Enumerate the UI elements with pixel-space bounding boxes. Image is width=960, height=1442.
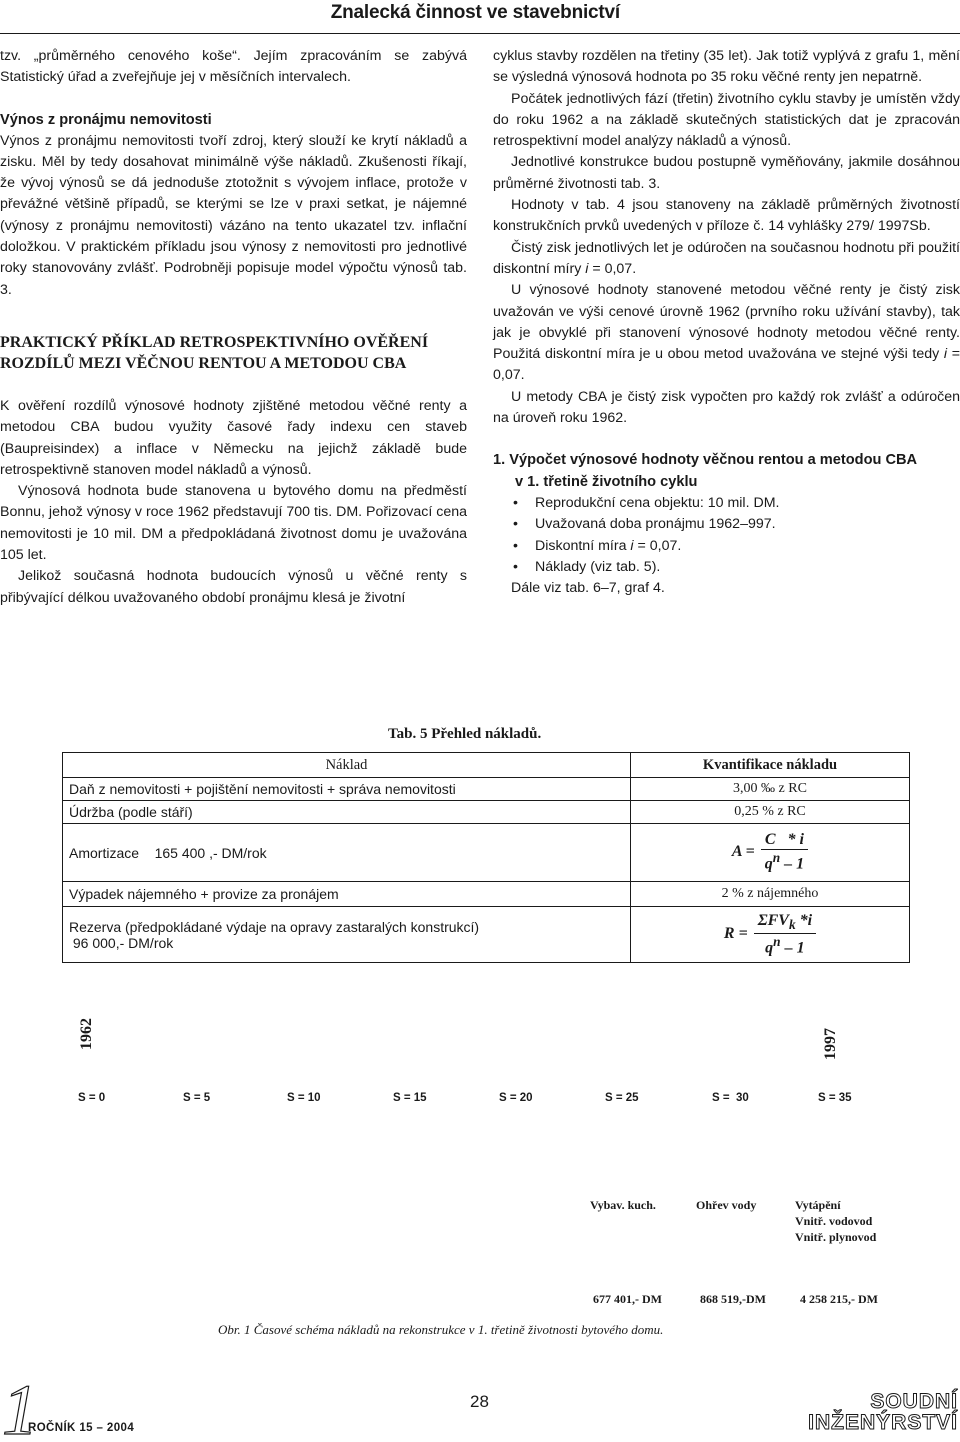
table-row: [63, 907, 910, 963]
paragraph: Dále viz tab. 6–7, graf 4.: [511, 580, 665, 597]
table-cell: 0,25 % z RC: [631, 801, 910, 824]
timeline-figure: [62, 1010, 910, 1320]
table-row: [63, 824, 910, 882]
header-bar: [0, 0, 960, 34]
step-label: S = 30: [712, 1092, 749, 1104]
subsection-heading: 1. Výpočet výnosové hodnoty věčnou rentou a metodou CBA v 1. třetině životního cyklu: [493, 452, 918, 490]
page-number: 28: [470, 1392, 489, 1411]
table-cell: 3,00 ‰ z RC: [631, 778, 910, 801]
step-label: S = 5: [183, 1092, 211, 1104]
table-caption: Tab. 5 Přehled nákladů.: [388, 726, 542, 742]
paragraph: U výnosové hodnoty stanovené metodou věčné renty je čistý zisk uvažován ve výši cenové úrovně 1962 (prvního roku užívání stavby), tak jak je obvyklé při stanovení výnosové hodnoty metodou věčné renty. Použitá diskontní míra je u obou metod uvažována ve stejné výši tedy i = 0,07.: [493, 282, 960, 384]
column-header: Kvantifikace nákladu: [631, 753, 910, 778]
bullet-list: [493, 493, 960, 578]
renovation-item: Vnitř. plynovod: [795, 1230, 877, 1244]
paragraph: Výnos z pronájmu nemovitosti tvoří zdroj, který slouží ke krytí nákladů a zisku. Měl by tedy dosahovat minimálně výše nákladů. Zkušenosti říkají, že vývoj výnosů se dá jednoduše ztotožnit s vývojem inflace, protože v převážné většině případů, se kterými se lze v praxi setkat, je nájemné (výnosy z pronájmu nemovitosti) vázáno na tento ukazatel tzv. inflační doložkou. V praktickém příkladu jsou výnosy z nemovitosti pro jednotlivé roky stanovovány zvlášť. Podrobněji popisuje model výpočtu výnosů tab. 3.: [0, 132, 467, 298]
amortization-formula: A = $\frac{C * i}{q^n - 1}$: [732, 831, 808, 873]
renovation-item: Vybav. kuch.: [590, 1198, 656, 1212]
renovation-item: Vnitř. vodovod: [795, 1214, 873, 1228]
paragraph: Jednotlivé konstrukce budou postupně vyměňovány, jakmile dosáhnou průměrné životnosti tab. 3.: [493, 154, 960, 192]
volume-label: ROČNÍK 15 – 2004: [28, 1422, 135, 1434]
step-label: S = 0: [78, 1092, 106, 1104]
paragraph: Hodnoty v tab. 4 jsou stanoveny na základě průměrných životností konstrukčních prvků uvedených v příloze č. 14 vyhlášky 279/ 1997Sb.: [493, 197, 960, 235]
table-cell: 2 % z nájemného: [631, 882, 910, 907]
renovation-cost: 4 258 215,- DM: [800, 1292, 878, 1306]
chapter-heading: PRAKTICKÝ PŘÍKLAD RETROSPEKTIVNÍHO OVĚŘENÍ ROZDÍLŮ MEZI VĚČNOU RENTOU A METODOU CBA: [0, 333, 429, 373]
step-label: S = 10: [287, 1092, 321, 1104]
renovation-cost: 868 519,-DM: [700, 1292, 766, 1306]
step-label: S = 15: [393, 1092, 427, 1104]
left-column: [0, 46, 467, 609]
list-item: • Uvažovaná doba pronájmu 1962–997.: [511, 514, 960, 535]
journal-logo-number: 1: [2, 1370, 38, 1442]
table-cell: Daň z nemovitosti + pojištění nemovitosti + správa nemovitosti: [63, 778, 631, 801]
paragraph: Počátek jednotlivých fází (třetin) životního cyklu stavby je umístěn vždy do roku 1962 a na základě skutečných statistických dat je zpracován retrospektivní model analýzy nákladů a výnosů.: [493, 90, 960, 150]
paragraph: U metody CBA je čistý zisk vypočten pro každý rok zvlášť a odúročen na úroveň roku 1962.: [493, 388, 960, 427]
step-label: S = 25: [605, 1092, 639, 1104]
paragraph: cyklus stavby rozdělen na třetiny (35 let). Jak totiž vyplývá z grafu 1, mění se výsledná výnosová hodnota po 35 roku věčné renty jen nepatrně.: [493, 48, 960, 86]
renovation-item: Vytápění: [795, 1198, 841, 1212]
table-row: [63, 882, 910, 907]
table-cell: Rezerva (předpokládané výdaje na opravy zastaralých konstrukcí) 96 000,- DM/rok: [63, 907, 631, 963]
section-heading: Výnos z pronájmu nemovitosti: [0, 111, 212, 128]
cost-table: [62, 752, 910, 963]
table-cell: Údržba (podle stáří): [63, 801, 631, 824]
paragraph: Čistý zisk jednotlivých let je odúročen na současnou hodnotu při použití diskontní míry i = 0,07.: [493, 239, 960, 277]
paragraph: K ověření rozdílů výnosové hodnoty zjištěné metodou věčné renty a metodou CBA budou využity časové řady indexu cen staveb (Baupreisindex) a inflace v Německu na jejichž základě bude retrospektivně stanoven model nákladů a výnosů.: [0, 397, 467, 478]
reserve-formula: R = $\frac{\Sigma FV_k *i}{q^n - 1}$: [724, 912, 816, 958]
table-cell: Výpadek nájemného + provize za pronájem: [63, 882, 631, 907]
table-row: [63, 778, 910, 801]
table-header-row: [63, 753, 910, 778]
journal-brand-logo: SOUDNÍ INŽENÝRSTVÍ: [808, 1390, 958, 1434]
list-item: • Diskontní míra i = 0,07.: [511, 536, 960, 557]
year-start-label: 1962: [78, 1018, 95, 1050]
formula-cell: [631, 907, 910, 963]
paragraph: Jelikož současná hodnota budoucích výnosů u věčné renty s přibývající délkou uvažovaného období pronájmu klesá je životní: [0, 568, 467, 606]
paragraph: Výnosová hodnota bude stanovena u bytového domu na předměstí Bonnu, jehož výnosy v roce 1962 představují 700 tis. DM. Pořizovací cena nemovitosti je 10 mil. DM a předpokládaná životnost domu je uvažována 105 let.: [0, 483, 467, 564]
running-header-title: Znalecká činnost ve stavebnictví: [330, 2, 620, 23]
table-row: [63, 801, 910, 824]
table-cell: Amortizace 165 400 ,- DM/rok: [63, 824, 631, 882]
step-label: S = 35: [818, 1092, 852, 1104]
column-header: Náklad: [63, 753, 631, 778]
list-item: • Náklady (viz tab. 5).: [511, 557, 960, 578]
right-column: [493, 46, 960, 599]
renovation-cost: 677 401,- DM: [593, 1292, 662, 1306]
formula-cell: [631, 824, 910, 882]
renovation-item: Ohřev vody: [696, 1198, 757, 1212]
year-end-label: 1997: [822, 1028, 839, 1060]
figure-caption: Obr. 1 Časové schéma nákladů na rekonstrukce v 1. třetině životnosti bytového domu.: [218, 1322, 664, 1337]
paragraph: tzv. „průměrného cenového koše“. Jejím zpracováním se zabývá Statistický úřad a zveřejňuje jej v měsíčních intervalech.: [0, 48, 467, 86]
list-item: • Reprodukční cena objektu: 10 mil. DM.: [511, 493, 960, 514]
step-label: S = 20: [499, 1092, 533, 1104]
